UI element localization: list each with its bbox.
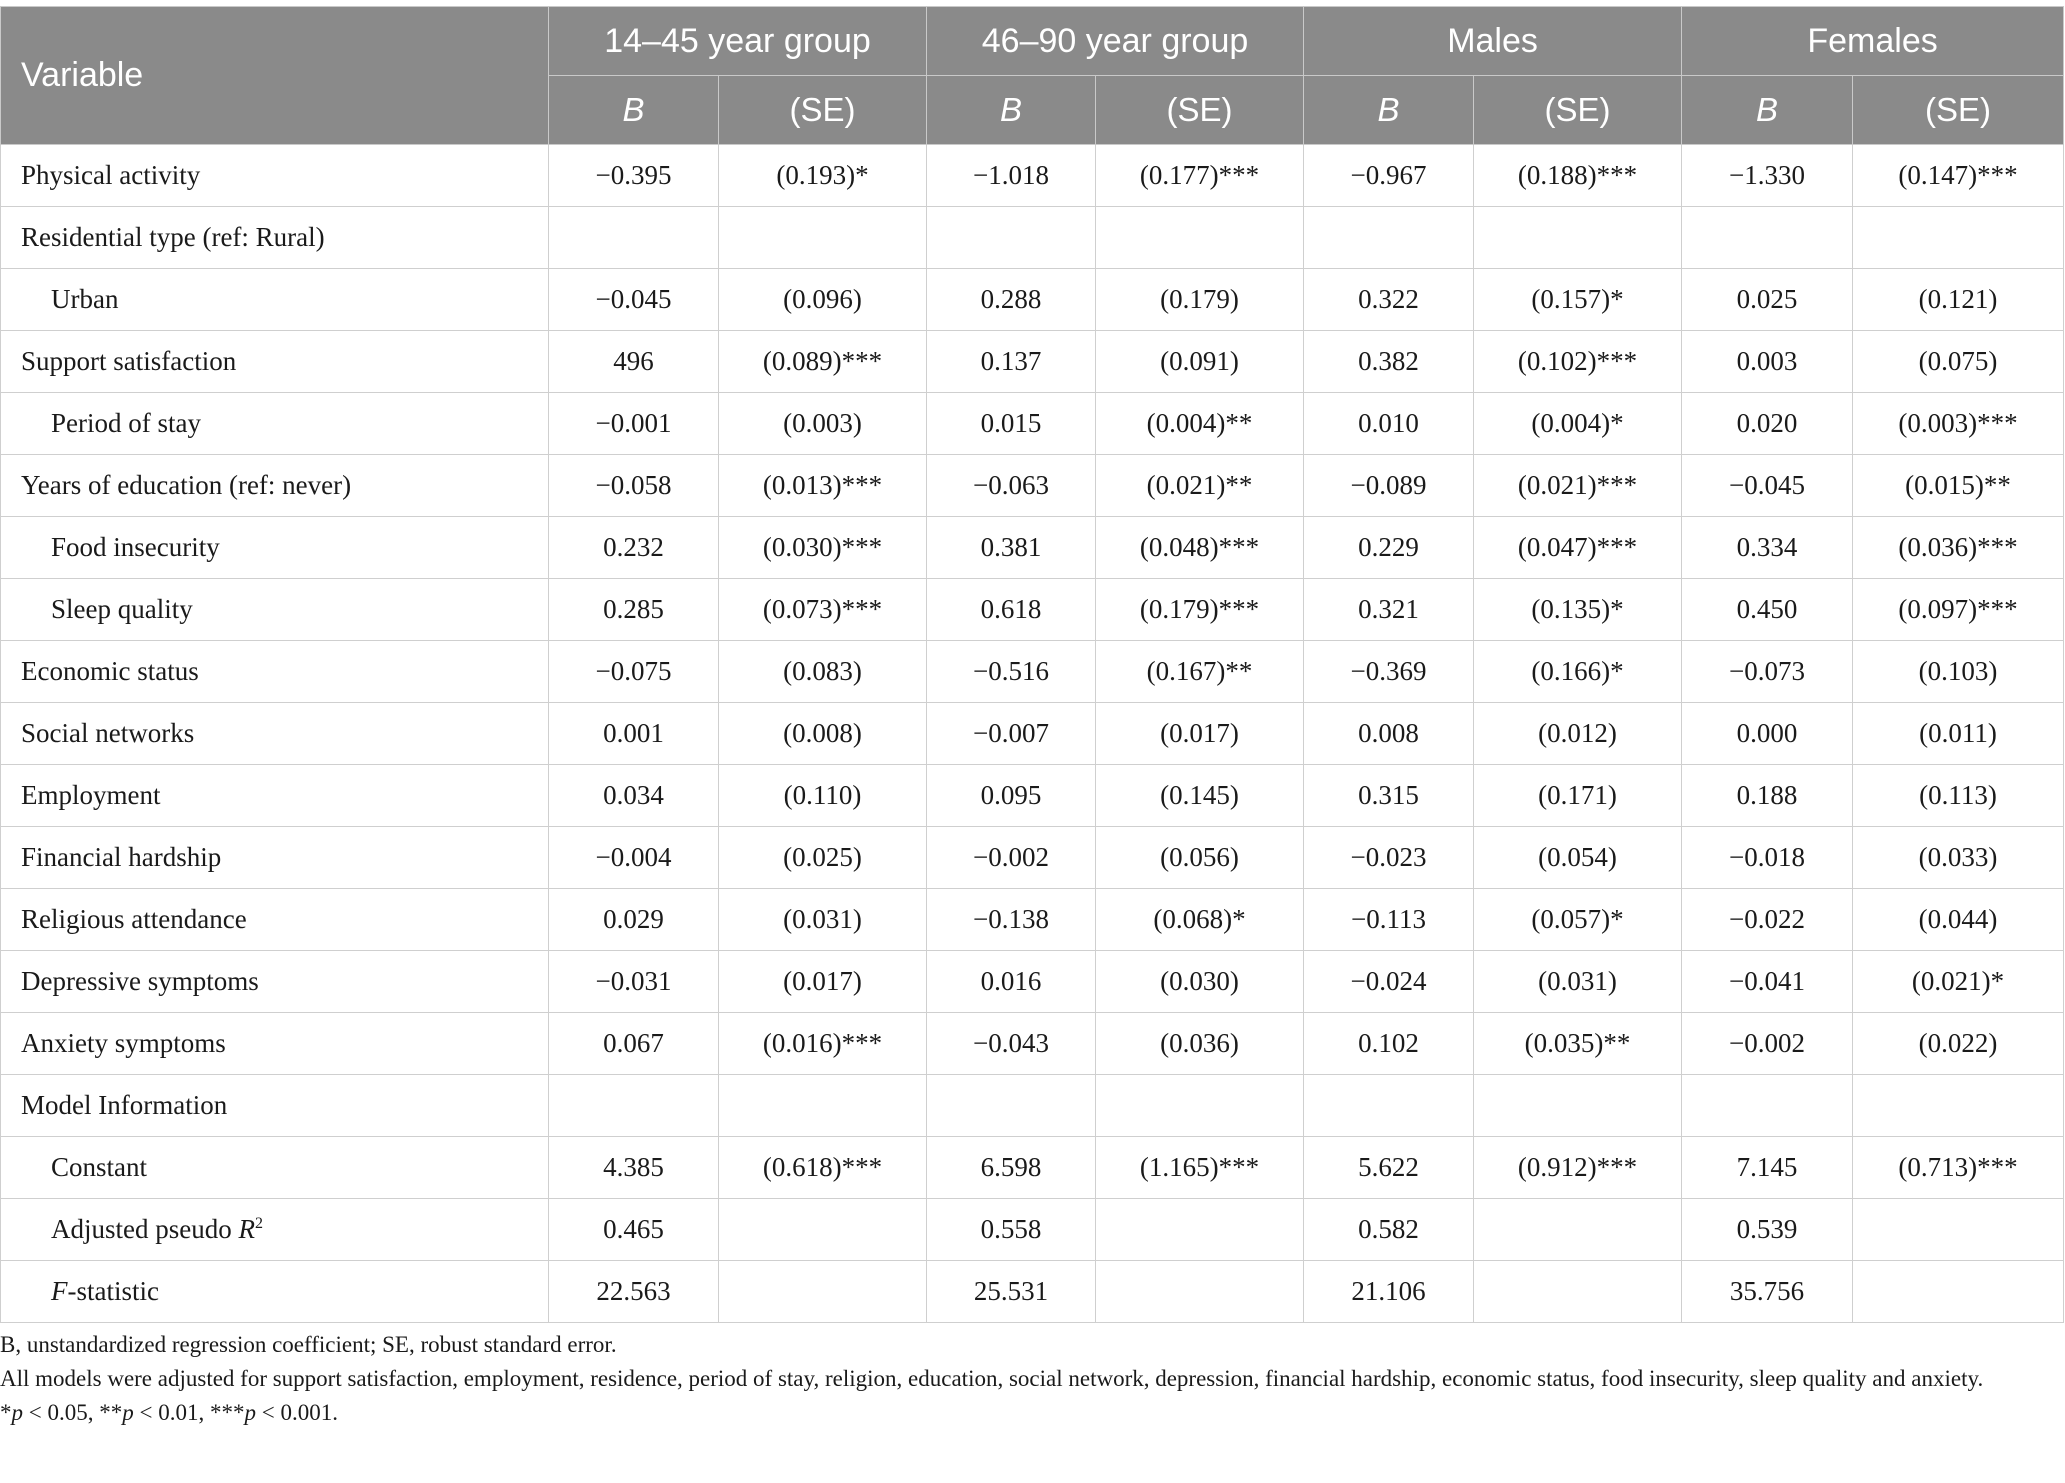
cell-standard-error: (0.091) [1096,331,1304,393]
cell-standard-error: (0.177)*** [1096,145,1304,207]
cell-standard-error: (0.179)*** [1096,579,1304,641]
cell-standard-error: (0.035)** [1474,1013,1682,1075]
cell-standard-error: (0.015)** [1853,455,2064,517]
table-row [1,269,2064,331]
table-row [1,827,2064,889]
cell-standard-error: (0.135)* [1474,579,1682,641]
cell-standard-error: (0.089)*** [719,331,927,393]
cell-standard-error: (0.166)* [1474,641,1682,703]
cell-coefficient: 0.067 [549,1013,719,1075]
cell-coefficient: −0.007 [927,703,1096,765]
cell-standard-error: (0.103) [1853,641,2064,703]
header-se: (SE) [719,76,927,145]
table-row [1,145,2064,207]
cell-coefficient: 7.145 [1682,1137,1853,1199]
cell-empty [549,1075,719,1137]
cell-standard-error: (0.057)* [1474,889,1682,951]
cell-coefficient: −0.041 [1682,951,1853,1013]
cell-standard-error: (0.017) [1096,703,1304,765]
cell-coefficient: 0.003 [1682,331,1853,393]
cell-coefficient: −0.063 [927,455,1096,517]
cell-coefficient: −0.023 [1304,827,1474,889]
header-row-groups [1,7,2064,76]
cell-standard-error: (0.110) [719,765,927,827]
cell-standard-error: (0.012) [1474,703,1682,765]
cell-coefficient: 0.188 [1682,765,1853,827]
cell-empty [1682,207,1853,269]
row-label: Depressive symptoms [1,951,549,1013]
header-group-females: Females [1682,7,2064,76]
cell-standard-error: (0.054) [1474,827,1682,889]
cell-standard-error: (0.044) [1853,889,2064,951]
cell-coefficient: 496 [549,331,719,393]
cell-empty [1304,207,1474,269]
table-row [1,889,2064,951]
row-label: Urban [1,269,549,331]
cell-empty [1853,1075,2064,1137]
cell-standard-error: (0.056) [1096,827,1304,889]
cell-coefficient: −0.002 [927,827,1096,889]
cell-value: 0.558 [927,1199,1096,1261]
row-label: Support satisfaction [1,331,549,393]
row-label: Constant [1,1137,549,1199]
cell-coefficient: 0.008 [1304,703,1474,765]
cell-coefficient: −1.330 [1682,145,1853,207]
cell-empty [1474,1075,1682,1137]
cell-coefficient: 0.315 [1304,765,1474,827]
cell-standard-error: (0.025) [719,827,927,889]
cell-coefficient: 0.381 [927,517,1096,579]
cell-coefficient: 0.029 [549,889,719,951]
row-label: Social networks [1,703,549,765]
footnote-adjustment: All models were adjusted for support satisfaction, employment, residence, period of stay, religion, education, social network, depression, financial hardship, economic status, food insecurity, sleep quality and anxiety. [0,1366,1984,1391]
cell-empty [1304,1075,1474,1137]
cell-coefficient: 0.321 [1304,579,1474,641]
cell-coefficient: 0.322 [1304,269,1474,331]
cell-standard-error: (0.147)*** [1853,145,2064,207]
cell-empty [719,1199,927,1261]
cell-empty [1853,1261,2064,1323]
header-group-males: Males [1304,7,1682,76]
cell-standard-error: (0.048)*** [1096,517,1304,579]
cell-coefficient: −0.516 [927,641,1096,703]
cell-empty [1096,1261,1304,1323]
row-label: Sleep quality [1,579,549,641]
cell-coefficient: −0.138 [927,889,1096,951]
cell-standard-error: (0.016)*** [719,1013,927,1075]
cell-coefficient: 0.137 [927,331,1096,393]
cell-empty [1853,207,2064,269]
table-row [1,331,2064,393]
cell-empty [1096,1075,1304,1137]
table-row [1,951,2064,1013]
cell-empty [549,207,719,269]
table-row-f-statistic [1,1261,2064,1323]
cell-standard-error: (0.047)*** [1474,517,1682,579]
table-footnotes [0,1328,2060,1430]
cell-standard-error: (0.003)*** [1853,393,2064,455]
cell-empty [1474,1199,1682,1261]
cell-standard-error: (0.008) [719,703,927,765]
cell-standard-error: (0.017) [719,951,927,1013]
cell-standard-error: (0.021)*** [1474,455,1682,517]
cell-standard-error: (0.068)* [1096,889,1304,951]
cell-empty [1474,1261,1682,1323]
cell-coefficient: −1.018 [927,145,1096,207]
cell-coefficient: −0.369 [1304,641,1474,703]
cell-coefficient: 0.232 [549,517,719,579]
table-row [1,455,2064,517]
cell-standard-error: (0.073)*** [719,579,927,641]
cell-standard-error: (0.022) [1853,1013,2064,1075]
cell-standard-error: (0.036)*** [1853,517,2064,579]
cell-empty [719,1261,927,1323]
cell-coefficient: 0.095 [927,765,1096,827]
cell-empty [1096,1199,1304,1261]
cell-value: 0.465 [549,1199,719,1261]
cell-coefficient: −0.113 [1304,889,1474,951]
cell-empty [927,1075,1096,1137]
cell-value: 22.563 [549,1261,719,1323]
table-row [1,1013,2064,1075]
cell-coefficient: 0.229 [1304,517,1474,579]
header-group-46-90: 46–90 year group [927,7,1304,76]
row-label: Residential type (ref: Rural) [1,207,549,269]
cell-coefficient: 0.102 [1304,1013,1474,1075]
cell-standard-error: (0.031) [719,889,927,951]
cell-coefficient: 0.618 [927,579,1096,641]
footnote-significance: *p < 0.05, **p < 0.01, ***p < 0.001. [0,1400,338,1425]
cell-standard-error: (0.030)*** [719,517,927,579]
cell-standard-error: (0.912)*** [1474,1137,1682,1199]
cell-standard-error: (0.188)*** [1474,145,1682,207]
header-b: B [1304,76,1474,145]
table-container [0,6,2065,1323]
cell-standard-error: (0.113) [1853,765,2064,827]
cell-standard-error: (0.618)*** [719,1137,927,1199]
cell-coefficient: −0.075 [549,641,719,703]
row-label: Physical activity [1,145,549,207]
table-row [1,1137,2064,1199]
cell-coefficient: −0.395 [549,145,719,207]
table-row-pseudo-r2 [1,1199,2064,1261]
cell-empty [1682,1075,1853,1137]
cell-empty [1853,1199,2064,1261]
cell-empty [1096,207,1304,269]
cell-empty [927,207,1096,269]
cell-standard-error: (0.021)** [1096,455,1304,517]
cell-coefficient: 0.001 [549,703,719,765]
cell-coefficient: 0.015 [927,393,1096,455]
header-b: B [1682,76,1853,145]
header-variable: Variable [1,7,549,145]
cell-standard-error: (0.193)* [719,145,927,207]
cell-standard-error: (0.013)*** [719,455,927,517]
cell-standard-error: (0.121) [1853,269,2064,331]
cell-coefficient: 0.016 [927,951,1096,1013]
cell-standard-error: (0.096) [719,269,927,331]
row-label: Model Information [1,1075,549,1137]
cell-empty [719,207,927,269]
cell-value: 21.106 [1304,1261,1474,1323]
table-row [1,579,2064,641]
cell-standard-error: (0.145) [1096,765,1304,827]
table-row [1,207,2064,269]
row-label: F-statistic [1,1261,549,1323]
cell-coefficient: 0.382 [1304,331,1474,393]
cell-coefficient: −0.018 [1682,827,1853,889]
row-label: Financial hardship [1,827,549,889]
table-body [1,145,2064,1323]
cell-coefficient: 0.010 [1304,393,1474,455]
cell-coefficient: 4.385 [549,1137,719,1199]
footnote-abbreviations: B, unstandardized regression coefficient; SE, robust standard error. [0,1332,617,1357]
cell-coefficient: −0.031 [549,951,719,1013]
cell-standard-error: (0.083) [719,641,927,703]
cell-standard-error: (0.011) [1853,703,2064,765]
cell-standard-error: (0.157)* [1474,269,1682,331]
cell-standard-error: (0.036) [1096,1013,1304,1075]
row-label: Anxiety symptoms [1,1013,549,1075]
cell-coefficient: 6.598 [927,1137,1096,1199]
cell-coefficient: −0.045 [1682,455,1853,517]
cell-standard-error: (0.713)*** [1853,1137,2064,1199]
cell-coefficient: 0.025 [1682,269,1853,331]
cell-coefficient: −0.089 [1304,455,1474,517]
cell-coefficient: 0.285 [549,579,719,641]
cell-value: 35.756 [1682,1261,1853,1323]
cell-standard-error: (0.179) [1096,269,1304,331]
header-b: B [549,76,719,145]
row-label: Period of stay [1,393,549,455]
table-row [1,765,2064,827]
cell-value: 25.531 [927,1261,1096,1323]
cell-standard-error: (0.004)** [1096,393,1304,455]
table-header [1,7,2064,145]
cell-coefficient: −0.967 [1304,145,1474,207]
cell-standard-error: (0.167)** [1096,641,1304,703]
table-row [1,703,2064,765]
header-group-14-45: 14–45 year group [549,7,927,76]
header-se: (SE) [1474,76,1682,145]
cell-coefficient: 0.034 [549,765,719,827]
cell-standard-error: (0.021)* [1853,951,2064,1013]
row-label: Religious attendance [1,889,549,951]
row-label: Economic status [1,641,549,703]
cell-value: 0.582 [1304,1199,1474,1261]
cell-standard-error: (0.004)* [1474,393,1682,455]
cell-coefficient: 0.288 [927,269,1096,331]
cell-standard-error: (0.075) [1853,331,2064,393]
cell-coefficient: −0.045 [549,269,719,331]
cell-value: 0.539 [1682,1199,1853,1261]
row-label: Employment [1,765,549,827]
cell-coefficient: 5.622 [1304,1137,1474,1199]
header-se: (SE) [1853,76,2064,145]
cell-empty [719,1075,927,1137]
cell-standard-error: (0.033) [1853,827,2064,889]
cell-coefficient: −0.004 [549,827,719,889]
regression-table [0,6,2064,1323]
cell-standard-error: (0.030) [1096,951,1304,1013]
header-b: B [927,76,1096,145]
cell-coefficient: −0.002 [1682,1013,1853,1075]
cell-empty [1474,207,1682,269]
cell-coefficient: 0.020 [1682,393,1853,455]
cell-coefficient: −0.058 [549,455,719,517]
cell-coefficient: −0.073 [1682,641,1853,703]
cell-standard-error: (0.171) [1474,765,1682,827]
cell-standard-error: (0.097)*** [1853,579,2064,641]
cell-coefficient: −0.043 [927,1013,1096,1075]
cell-coefficient: 0.334 [1682,517,1853,579]
cell-standard-error: (0.003) [719,393,927,455]
row-label: Years of education (ref: never) [1,455,549,517]
cell-coefficient: 0.000 [1682,703,1853,765]
table-row [1,393,2064,455]
table-row [1,641,2064,703]
cell-coefficient: −0.024 [1304,951,1474,1013]
cell-standard-error: (0.102)*** [1474,331,1682,393]
table-row [1,1075,2064,1137]
cell-coefficient: −0.001 [549,393,719,455]
cell-coefficient: −0.022 [1682,889,1853,951]
row-label: Food insecurity [1,517,549,579]
row-label: Adjusted pseudo $R^2$ [1,1199,549,1261]
table-row [1,517,2064,579]
cell-standard-error: (0.031) [1474,951,1682,1013]
header-se: (SE) [1096,76,1304,145]
cell-coefficient: 0.450 [1682,579,1853,641]
cell-standard-error: (1.165)*** [1096,1137,1304,1199]
